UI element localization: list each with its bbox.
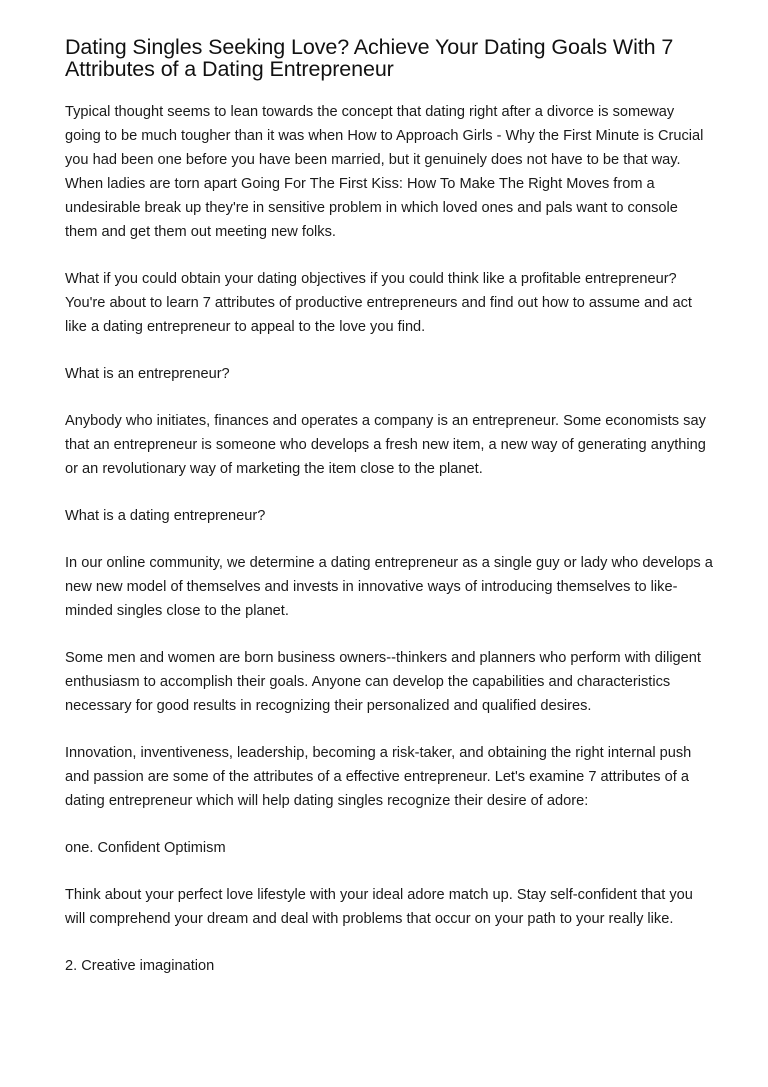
paragraph-gap	[65, 244, 713, 267]
paragraph-gap	[65, 481, 713, 504]
paragraph-gap	[65, 931, 713, 954]
paragraph-intro: Typical thought seems to lean towards the concept that dating right after a divorce is someway going to be much tougher than it was when How to Approach Girls - Why the First Minute is Crucial you had been one before you have been married, but it genuinely does not have to be that way. When ladies are torn apart Going For The First Kiss: How To Make The Right Moves from a undesirable break up they're in sensitive problem in which loved ones and pals want to console them and get them out meeting new folks.	[65, 104, 704, 240]
paragraph-objectives: What if you could obtain your dating objectives if you could think like a profitable entrepreneur? You're about to learn 7 attributes of productive entrepreneurs and find out how to assume and act like a dating entrepreneur to appeal to the love you find.	[65, 271, 692, 335]
heading-creative-imagination: 2. Creative imagination	[65, 958, 215, 974]
heading-what-is-entrepreneur: What is an entrepreneur?	[65, 366, 230, 382]
heading-what-is-dating-entrepreneur: What is a dating entrepreneur?	[65, 508, 266, 524]
paragraph-gap	[65, 339, 713, 362]
document-title: Dating Singles Seeking Love? Achieve Your Dating Goals With 7 Attributes of a Dating Entrepreneur	[65, 35, 674, 81]
paragraph-gap	[65, 860, 713, 883]
paragraph-gap	[65, 813, 713, 836]
paragraph-gap	[65, 718, 713, 741]
paragraph-dating-entrepreneur-definition: In our online community, we determine a dating entrepreneur as a single guy or lady who develops a new new model of themselves and invests in innovative ways of introducing themselves to like-minded singles close to the planet.	[65, 555, 713, 619]
paragraph-gap	[65, 528, 713, 551]
paragraph-confident-optimism: Think about your perfect love lifestyle with your ideal adore match up. Stay self-confident that you will comprehend your dream and deal with problems that occur on your path to your really like.	[65, 887, 693, 927]
paragraph-born-business-owners: Some men and women are born business owners--thinkers and planners who perform with diligent enthusiasm to accomplish their goals. Anyone can develop the capabilities and characteristics necessary for good results in recognizing their personalized and qualified desires.	[65, 650, 701, 714]
paragraph-gap	[65, 623, 713, 646]
paragraph-entrepreneur-definition: Anybody who initiates, finances and operates a company is an entrepreneur. Some economists say that an entrepreneur is someone who develops a fresh new item, a new way of generating anything or an revolutionary way of marketing the item close to the planet.	[65, 413, 706, 477]
paragraph-gap	[65, 386, 713, 409]
paragraph-attributes-intro: Innovation, inventiveness, leadership, becoming a risk-taker, and obtaining the right internal push and passion are some of the attributes of a effective entrepreneur. Let's examine 7 attributes of a dating entrepreneur which will help dating singles recognize their desire of adore:	[65, 745, 692, 809]
document-page	[65, 36, 713, 978]
heading-confident-optimism: one. Confident Optimism	[65, 840, 226, 856]
